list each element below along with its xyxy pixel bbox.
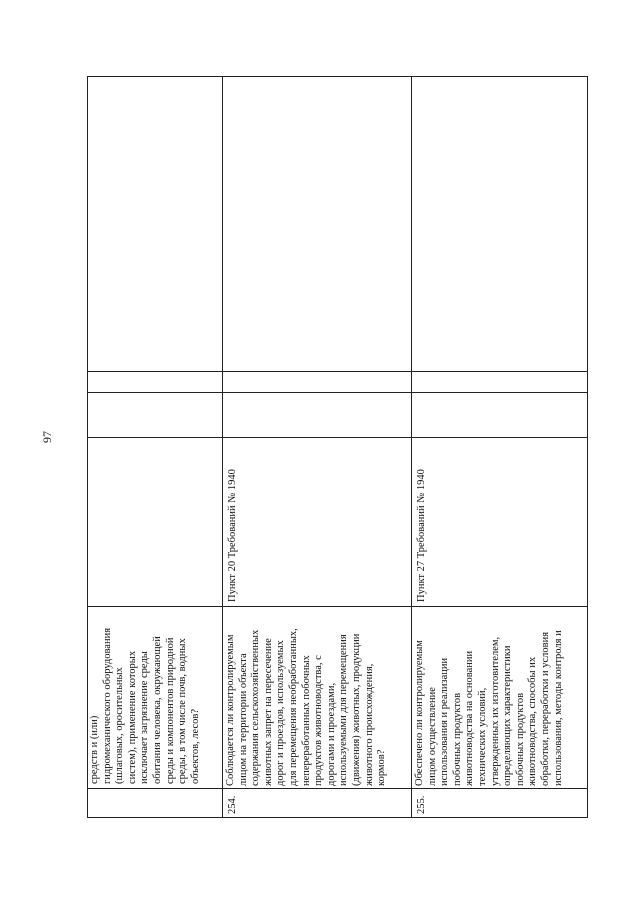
page-number: 97: [40, 431, 54, 443]
table-border-right: [587, 76, 588, 818]
row-number-255: 255.: [416, 795, 427, 814]
checklist-table: [87, 76, 588, 818]
question-254: Соблюдается ли контролируемым лицом на территории объекта содержания сельскохозяйственных животных запрет на пересечение дорог и проездов, используемых для перемещения необработанных, непереработанных побочных продуктов животноводства, с дорогами и проездами, используемыми для перемещения (движения) животных, продукции животного происхождения, кормов?: [225, 628, 388, 786]
reference-254: Пункт 20 Требований № 1940: [227, 469, 238, 602]
row-number-254: 254.: [227, 795, 238, 814]
table-row: средств и (или) гидромеханического оборудования (шлаговых, оросительных систем), применение которых исключает загрязнение среды обитания человека, окружающей среды и компонентов природной среды, в том числе почв, водных объектов, лесов?: [89, 627, 201, 784]
column-group-divider: [87, 371, 588, 372]
table-border-bottom: [87, 817, 588, 818]
reference-255: Пункт 27 Требований № 1940: [416, 469, 427, 602]
question-255: Обеспечено ли контролируемым лицом осуществление использования и реализации побочных продуктов животноводства на основании технических условий, утвержденных их изготовителем, определяющих характеристики побочных продуктов животноводства, способы их обработки, переработки и условия использования, методы контроля и: [414, 630, 564, 786]
table-border-top: [87, 76, 588, 77]
column-group-divider: [87, 392, 588, 393]
